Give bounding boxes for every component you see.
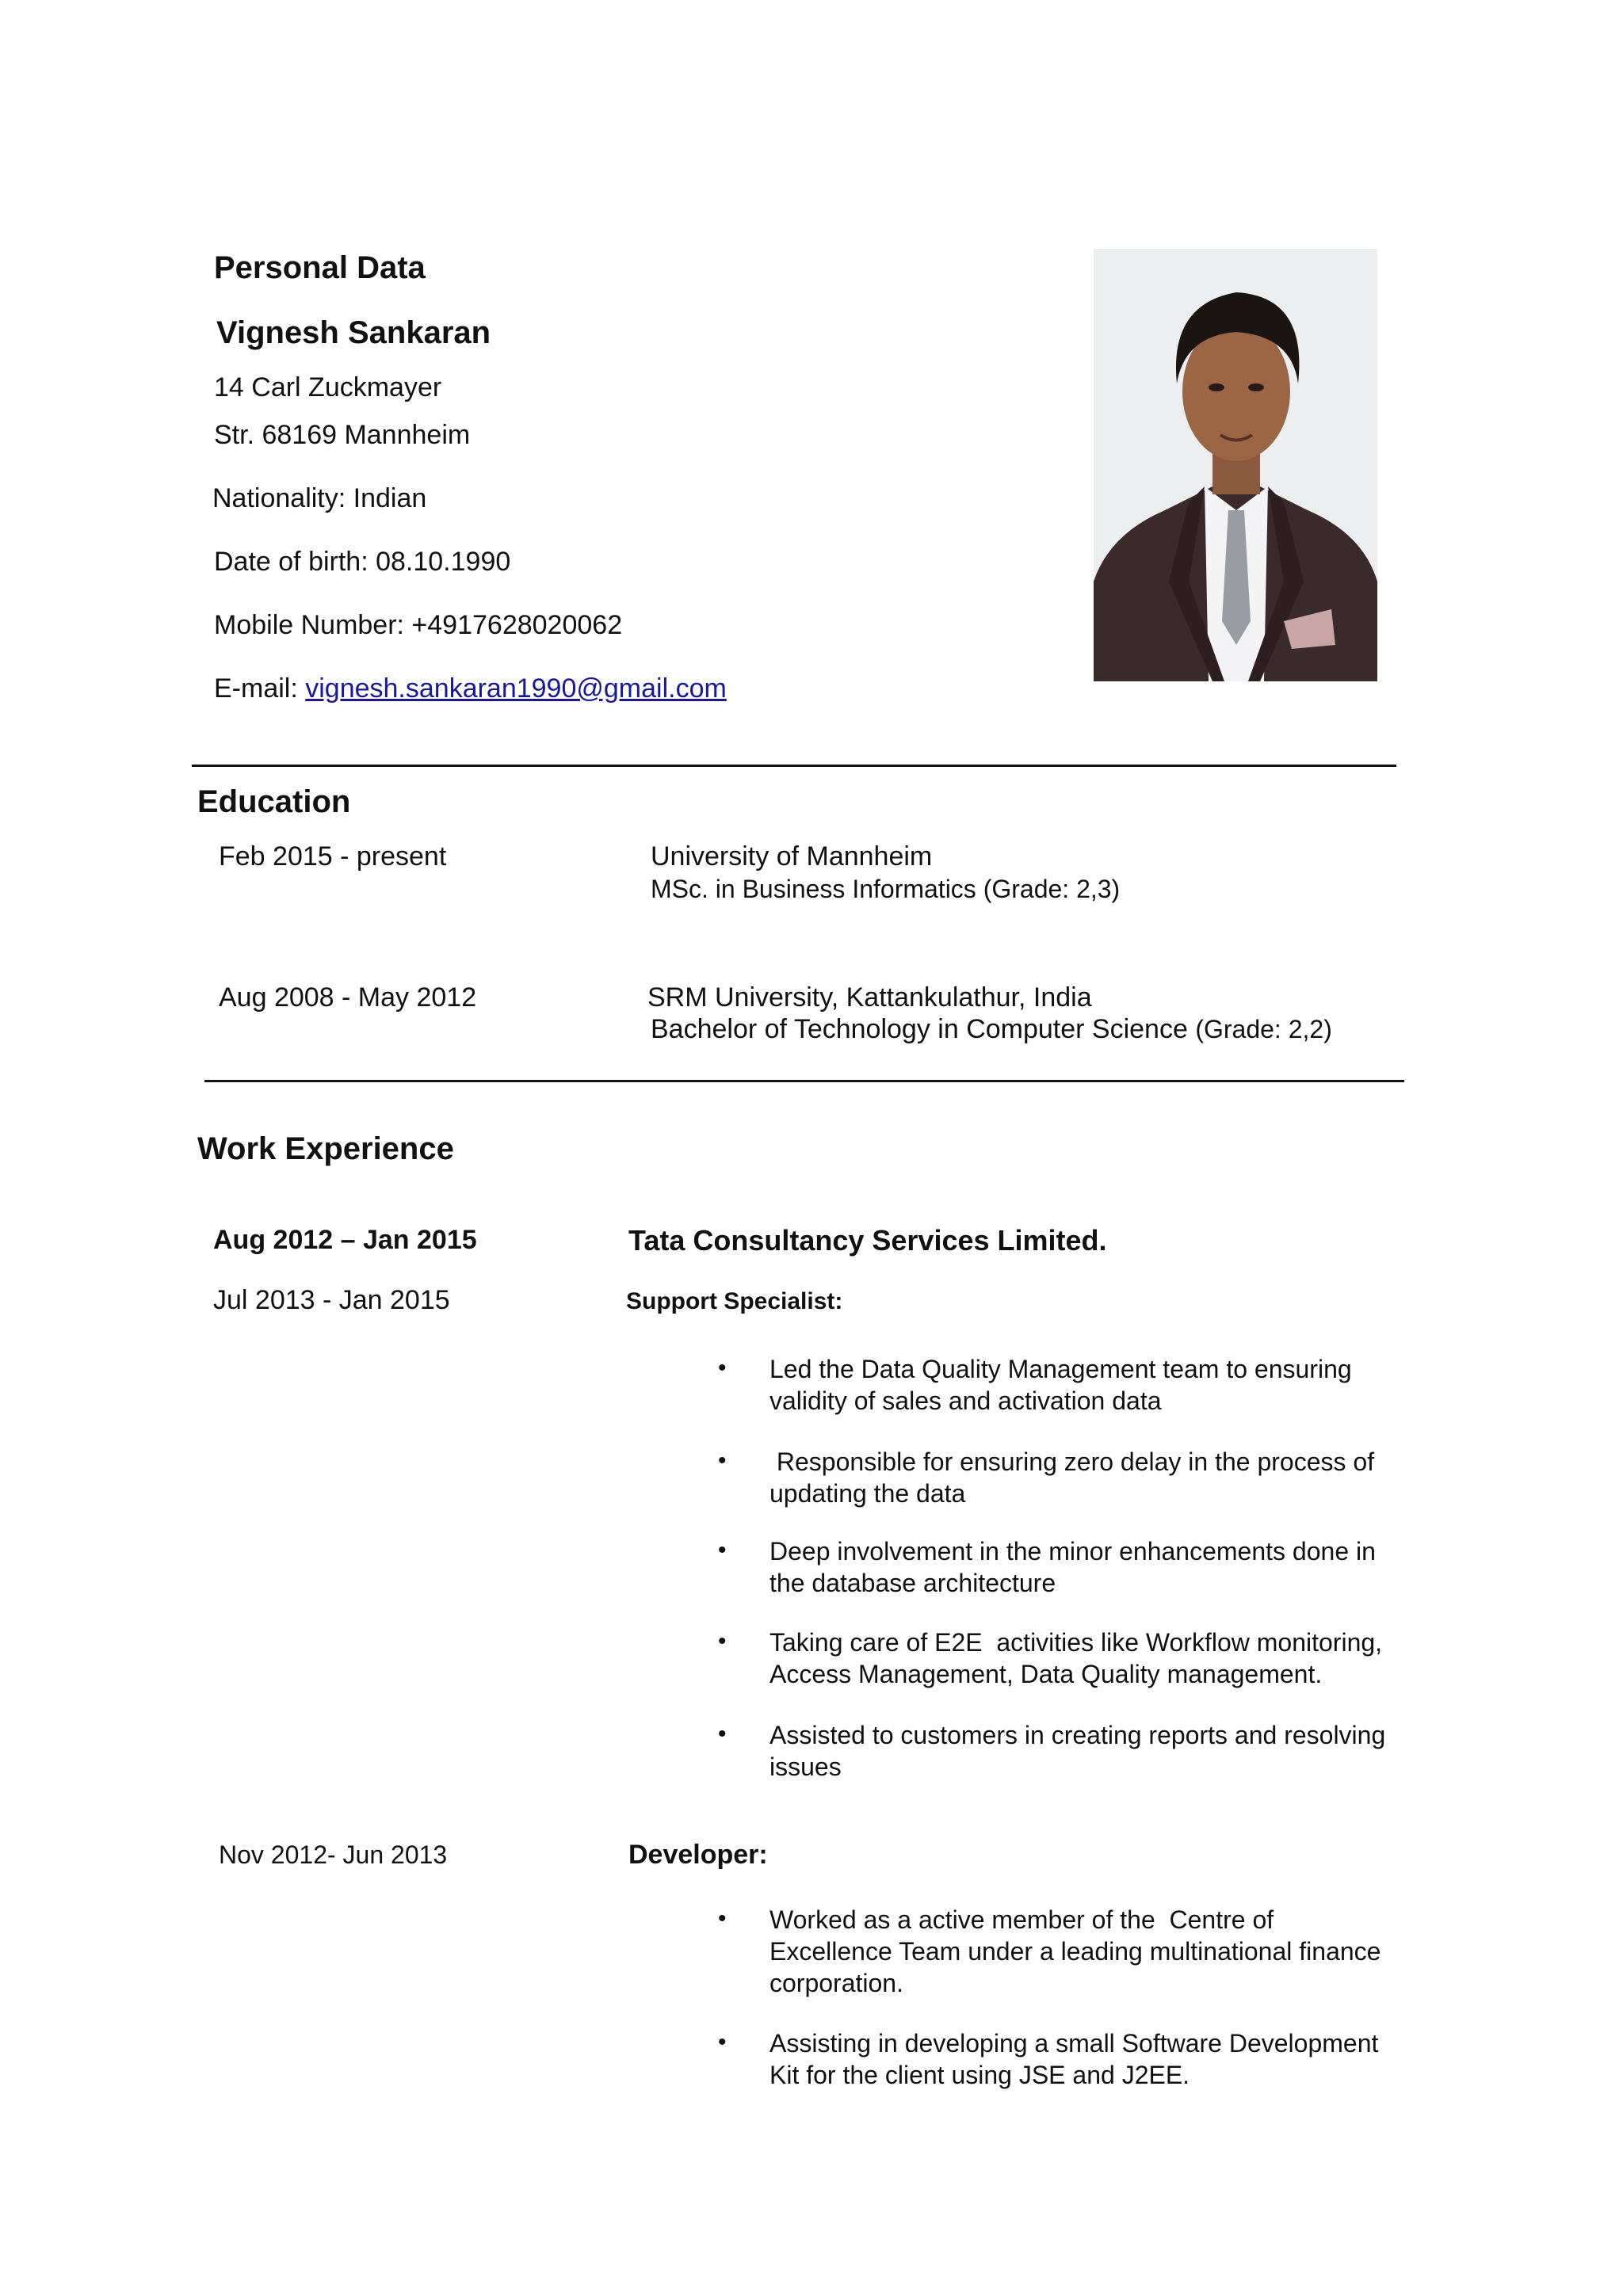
- bullet-line: corporation.: [769, 1969, 903, 1997]
- section-heading-work: Work Experience: [197, 1131, 454, 1166]
- bullet-dot-icon: •: [718, 1537, 727, 1563]
- bullet-line: Excellence Team under a leading multinational finance: [769, 1937, 1381, 1966]
- bullet-dot-icon: •: [718, 1355, 727, 1381]
- bullet-line: Kit for the client using JSE and J2EE.: [769, 2061, 1190, 2089]
- address-line-1: 14 Carl Zuckmayer: [214, 372, 442, 402]
- section-heading-education: Education: [197, 784, 351, 819]
- education-grade-2: (Grade: 2,2): [1195, 1015, 1332, 1043]
- bullet-dot-icon: •: [718, 2029, 727, 2055]
- bullet-dot-icon: •: [718, 1721, 727, 1747]
- role-2-title: Developer:: [628, 1840, 768, 1870]
- divider-2: [204, 1080, 1404, 1082]
- company-period: Aug 2012 – Jan 2015: [213, 1225, 477, 1255]
- bullet-line: Assisting in developing a small Software Development: [769, 2029, 1379, 2058]
- bullet-line: Assisted to customers in creating reports and resolving: [769, 1721, 1386, 1749]
- bullet-line: Taking care of E2E activities like Workflow monitoring,: [769, 1628, 1383, 1657]
- bullet-line: issues: [769, 1753, 842, 1781]
- date-of-birth: Date of birth: 08.10.1990: [214, 547, 511, 577]
- bullet-dot-icon: •: [718, 1447, 727, 1474]
- role-2-period: Nov 2012- Jun 2013: [219, 1840, 448, 1869]
- portrait-photo: [1094, 249, 1377, 681]
- email-label: E-mail:: [214, 673, 306, 704]
- role-1-period: Jul 2013 - Jan 2015: [213, 1285, 450, 1315]
- bullet-line: Led the Data Quality Management team to ensuring: [769, 1355, 1352, 1383]
- education-period-2: Aug 2008 - May 2012: [219, 982, 477, 1013]
- divider-1: [192, 765, 1396, 767]
- education-degree-2: [651, 1014, 1332, 1045]
- role-1-title: Support Specialist:: [626, 1288, 843, 1314]
- bullet-line: validity of sales and activation data: [769, 1386, 1162, 1415]
- role-2-bullet-2: [769, 2027, 1378, 2091]
- mobile-number: Mobile Number: +4917628020062: [214, 610, 623, 640]
- role-1-bullet-4: [769, 1627, 1382, 1690]
- bullet-dot-icon: •: [718, 1905, 727, 1932]
- email-link[interactable]: vignesh.sankaran1990@gmail.com: [305, 673, 727, 704]
- role-1-bullet-3: [769, 1535, 1376, 1599]
- nationality: Nationality: Indian: [212, 483, 427, 513]
- company-name: Tata Consultancy Services Limited.: [628, 1224, 1107, 1257]
- role-2-bullet-1: [769, 1904, 1381, 1999]
- bullet-line: Deep involvement in the minor enhancements done in: [769, 1537, 1376, 1566]
- bullet-line: Access Management, Data Quality management.: [769, 1660, 1323, 1688]
- role-1-bullet-1: [769, 1353, 1352, 1417]
- education-degree-1: MSc. in Business Informatics (Grade: 2,3): [651, 875, 1121, 903]
- section-heading-personal: Personal Data: [214, 250, 426, 285]
- education-institution-2: SRM University, Kattankulathur, India: [647, 982, 1092, 1013]
- bullet-line: Responsible for ensuring zero delay in the process of: [769, 1447, 1375, 1476]
- role-1-bullet-2: [769, 1446, 1374, 1509]
- bullet-dot-icon: •: [718, 1628, 727, 1654]
- address-line-2: Str. 68169 Mannheim: [214, 420, 471, 450]
- bullet-line: Worked as a active member of the Centre of: [769, 1905, 1274, 1934]
- role-1-bullet-5: [769, 1719, 1385, 1783]
- education-institution-1: University of Mannheim: [651, 841, 933, 871]
- person-name: Vignesh Sankaran: [216, 315, 491, 350]
- education-degree-2-text: Bachelor of Technology in Computer Science: [651, 1014, 1188, 1044]
- education-period-1: Feb 2015 - present: [219, 841, 447, 871]
- bullet-line: the database architecture: [769, 1569, 1056, 1597]
- email-row: [214, 673, 727, 704]
- bullet-line: updating the data: [769, 1479, 966, 1508]
